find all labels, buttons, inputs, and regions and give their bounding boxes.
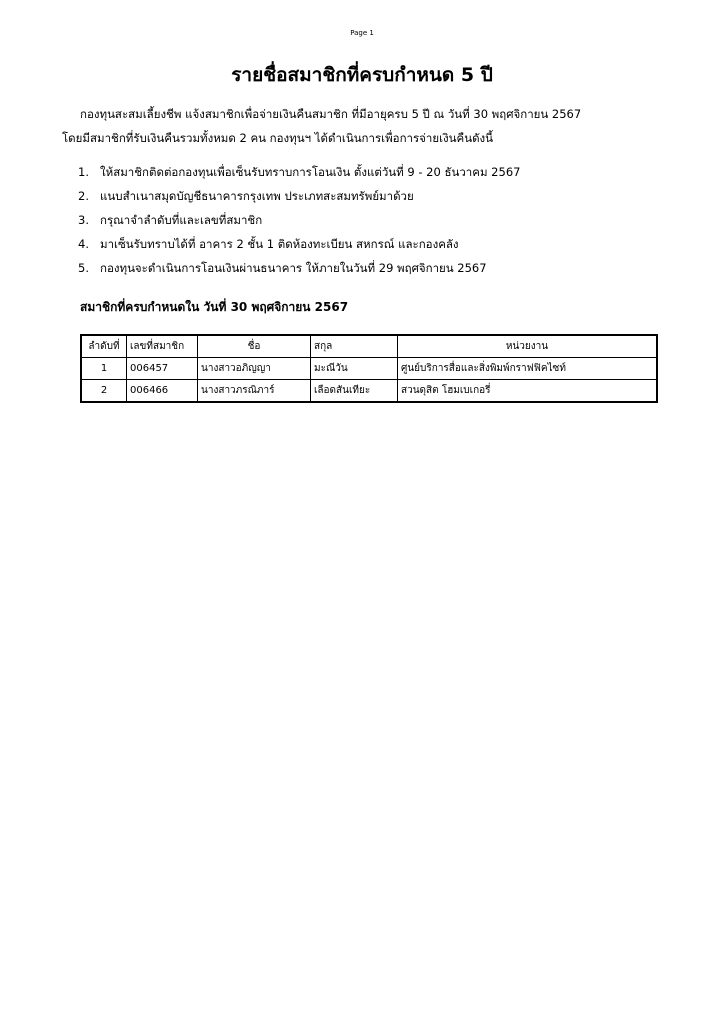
intro-paragraph-line-1: กองทุนสะสมเลี้ยงชีพ แจ้งสมาชิกเพื่อจ่ายเงินคืนสมาชิก ที่มีอายุครบ 5 ปี ณ วันที่ 30 พฤศจิกายน 2567 [80,107,582,121]
table-heading: สมาชิกที่ครบกำหนดใน วันที่ 30 พฤศจิกายน 2567 [80,300,349,314]
list-item-number: 5. [78,261,89,275]
cell-sequence: 1 [81,358,127,380]
list-item-number: 1. [78,165,89,179]
cell-surname: มะณีวัน [311,358,398,380]
cell-first-name: นางสาวภรณิภาร์ [198,380,311,403]
column-header-sequence: ลำดับที่ [81,335,127,358]
document-title: รายชื่อสมาชิกที่ครบกำหนด 5 ปี [231,64,493,86]
list-item-number: 2. [78,189,89,203]
cell-sequence: 2 [81,380,127,403]
cell-department: ศูนย์บริการสื่อและสิ่งพิมพ์กราฟฟิคไซท์ [398,358,658,380]
list-item-text: กรุณาจำลำดับที่และเลขที่สมาชิก [100,213,263,227]
table-row [81,380,657,403]
instruction-list [78,164,520,284]
list-item [78,260,520,284]
column-header-member-id: เลขที่สมาชิก [127,335,198,358]
intro-paragraph-line-2: โดยมีสมาชิกที่รับเงินคืนรวมทั้งหมด 2 คน กองทุนฯ ได้ดำเนินการเพื่อการจ่ายเงินคืนดังนี้ [62,131,494,145]
cell-first-name: นางสาวอภิญญา [198,358,311,380]
table-header-row [81,335,657,358]
list-item-text: มาเซ็นรับทราบได้ที่ อาคาร 2 ชั้น 1 ติดห้องทะเบียน สหกรณ์ และกองคลัง [100,237,459,251]
list-item [78,212,520,236]
list-item [78,164,520,188]
cell-department: สวนดุสิต โฮมเบเกอรี่ [398,380,658,403]
cell-surname: เลือดสันเทียะ [311,380,398,403]
list-item-text: ให้สมาชิกติดต่อกองทุนเพื่อเซ็นรับทราบการโอนเงิน ตั้งแต่วันที่ 9 - 20 ธันวาคม 2567 [100,165,521,179]
list-item-number: 4. [78,237,89,251]
list-item-text: กองทุนจะดำเนินการโอนเงินผ่านธนาคาร ให้ภายในวันที่ 29 พฤศจิกายน 2567 [100,261,487,275]
list-item-text: แนบสำเนาสมุดบัญชีธนาคารกรุงเทพ ประเภทสะสมทรัพย์มาด้วย [100,189,414,203]
column-header-surname: สกุล [311,335,398,358]
list-item [78,188,520,212]
column-header-department: หน่วยงาน [398,335,658,358]
column-header-first-name: ชื่อ [198,335,311,358]
cell-member-id: 006466 [127,380,198,403]
table-row [81,358,657,380]
page-number-label: Page 1 [350,29,374,37]
members-table [80,334,658,403]
cell-member-id: 006457 [127,358,198,380]
list-item [78,236,520,260]
list-item-number: 3. [78,213,89,227]
